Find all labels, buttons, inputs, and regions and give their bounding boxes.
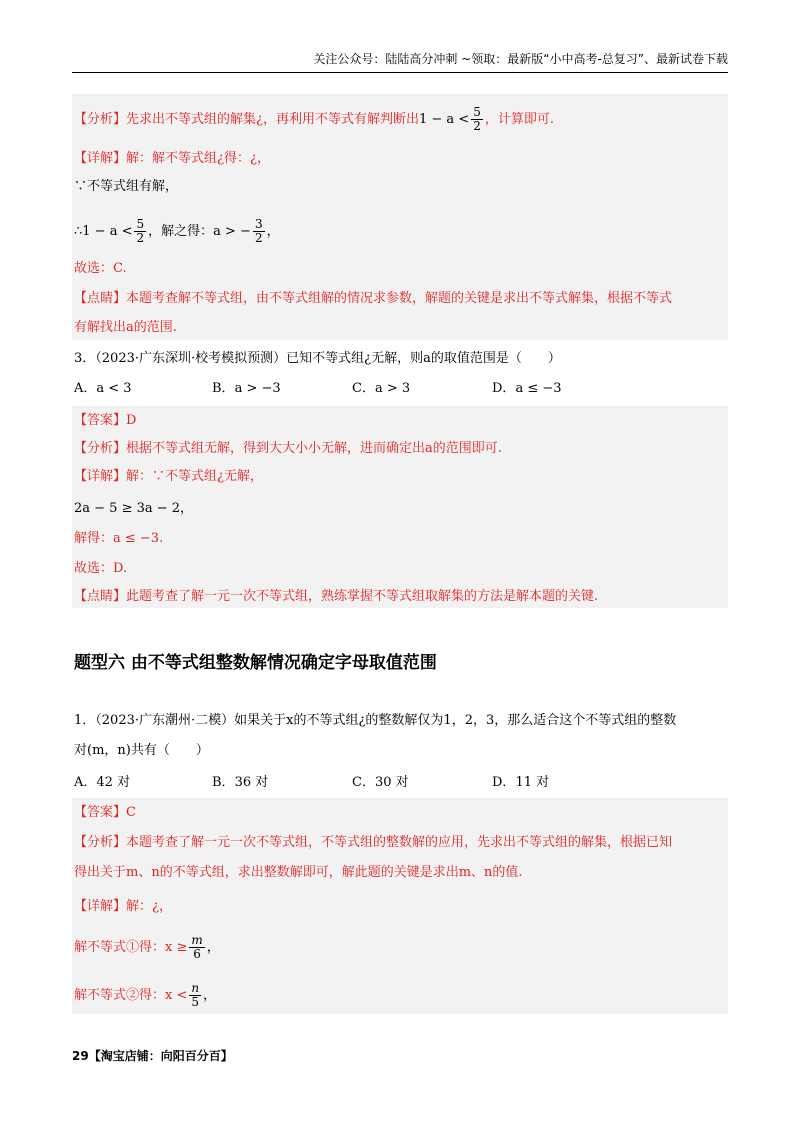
q3-choice: 故选：D. [74,561,128,576]
comment-line-1: 【点睛】本题考查解不等式组，由不等式组解的情况求参数，解题的关键是求出不等式解集，根据不等式 [74,291,673,306]
detail-line: 【详解】解：解不等式组¿得：¿， [74,151,270,166]
fraction: $\frac{5}{2}$ [473,105,481,133]
q1-option-a: A．42 对 [74,775,131,790]
q3-option-a: A．a < 3 [74,381,132,396]
q1-solution-2: 解不等式②得：x < $\frac{n}{5}$ ， [74,981,217,1009]
therefore-line: ∴1 − a < $\frac{5}{2}$ ，解之得：a > − $\frac{3}{2}$ ， [74,217,280,245]
q1-solution-1: 解不等式①得：x ≥ $\frac{m}{6}$ ， [74,933,220,961]
page-footer: 29【淘宝店铺：向阳百分百】 [72,1049,233,1063]
comment-line-2: 有解找出a的范围. [74,320,177,335]
q1-detail: 【详解】解：¿， [74,899,172,914]
q3-solve: 解得：a ≤ −3. [74,531,164,546]
question-1-stem-line1: 1．（2023·广东潮州·二模）如果关于x的不等式组¿的整数解仅为1，2，3，那么适合这个不等式组的整数 [74,713,677,728]
choice-line: 故选：C. [74,261,127,276]
question-3-stem: 3．（2023·广东深圳·校考模拟预测）已知不等式组¿无解，则a的取值范围是（ ） [74,351,561,366]
q3-option-d: D．a ≤ −3 [492,381,562,396]
q1-option-d: D．11 对 [492,775,550,790]
q1-analysis-line2: 得出关于m、n的不等式组，求出整数解即可，解此题的关键是求出m、n的值. [74,865,523,880]
q1-option-c: C．30 对 [352,775,409,790]
page-number: 29 [72,1049,89,1063]
q3-option-b: B．a > −3 [212,381,281,396]
section-title: 题型六 由不等式组整数解情况确定字母取值范围 [74,653,437,673]
q1-analysis-line1: 【分析】本题考查了解一元一次不等式组，不等式组的整数解的应用，先求出不等式组的解集，根据已知 [74,835,673,850]
q3-comment: 【点睛】此题考查了解一元一次不等式组，熟练掌握不等式组取解集的方法是解本题的关键. [74,589,599,604]
q3-analysis: 【分析】根据不等式组无解，得到大大小小无解，进而确定出a的范围即可. [74,441,502,456]
analysis-line: 【分析】先求出不等式组的解集¿，再利用不等式有解判断出1 − a < $\frac{5}{2}$ ，计算即可. [74,105,554,133]
page-header: 关注公众号：陆陆高分冲刺 ~领取：最新版“小中高考-总复习”、最新试卷下载 [72,52,728,73]
q3-option-c: C．a > 3 [352,381,411,396]
q1-answer: 【答案】C [74,805,136,820]
since-line: ∵不等式组有解， [74,179,179,194]
q3-detail: 【详解】解：∵不等式组¿无解， [74,469,263,484]
q3-answer: 【答案】D [74,413,137,428]
question-1-stem-line2: 对(m，n)共有（ ） [74,743,209,758]
q3-inequality: 2a − 5 ≥ 3a − 2， [74,501,194,516]
q1-option-b: B．36 对 [212,775,269,790]
